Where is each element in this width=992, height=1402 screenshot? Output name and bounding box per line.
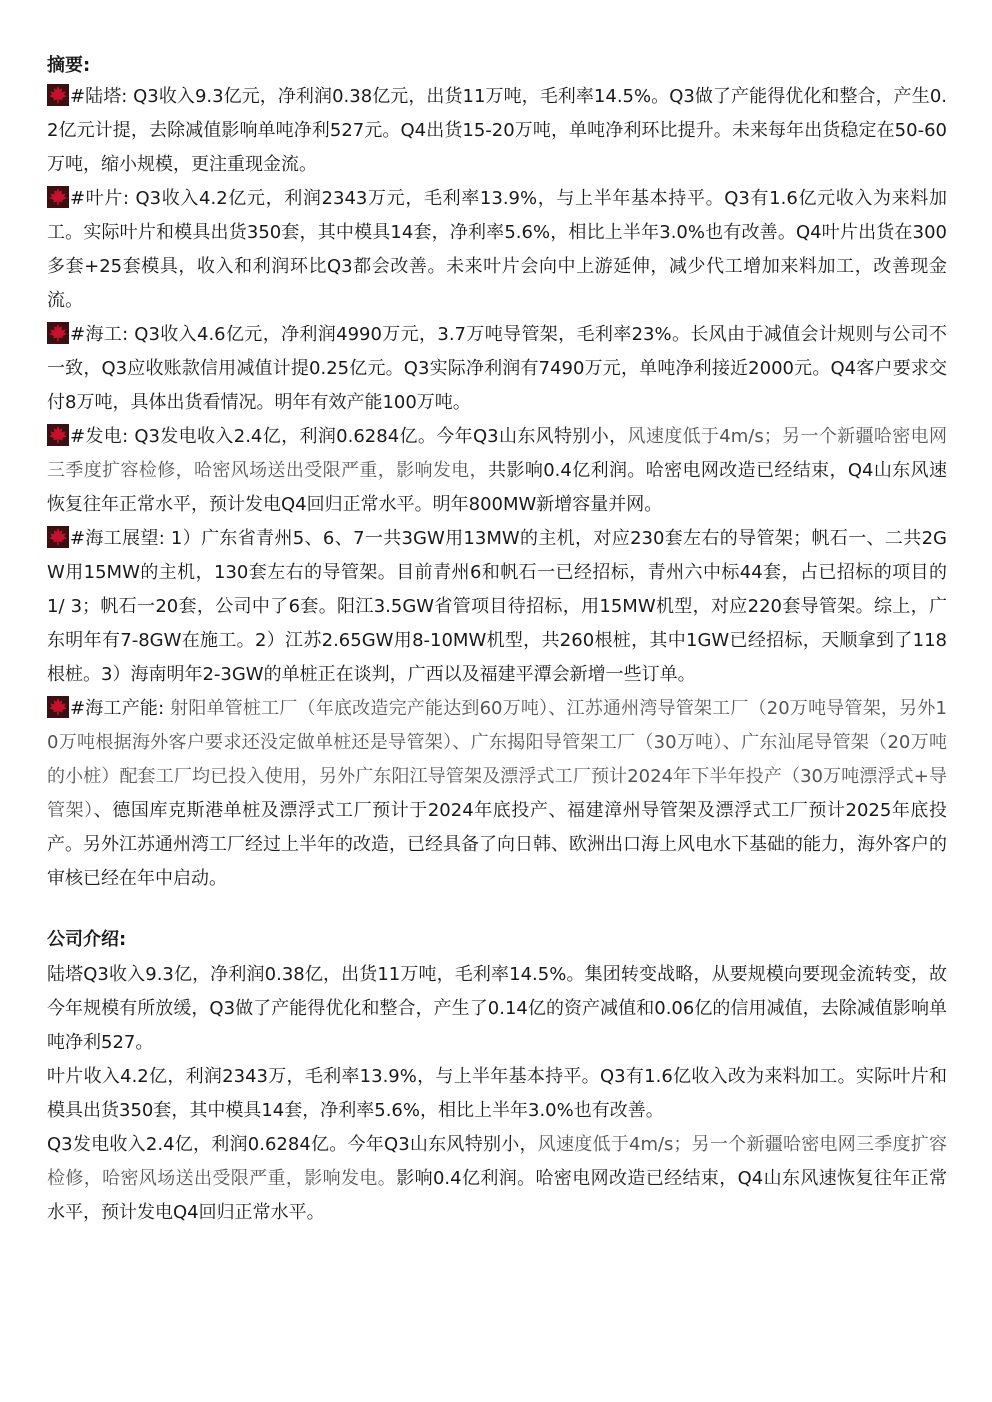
summary-text-segment: #海工产能: xyxy=(70,698,171,719)
maple-leaf-icon xyxy=(47,696,69,718)
company-heading: 公司介绍: xyxy=(47,929,127,950)
summary-paragraph xyxy=(47,522,947,692)
maple-leaf-icon xyxy=(47,322,69,344)
summary-text-segment: 共影响0.4亿利润。哈密电网改造已经结束，Q4山东风速恢复往年正常水平，预计发电Q4回归正常水平。明年800MW新增容量并网。 xyxy=(47,460,947,515)
summary-text-segment: #叶片: Q3收入4.2亿元，利润2343万元，毛利率13.9%，与上半年基本持平。Q3有1.6亿元收入为来料加工。实际叶片和模具出货350套，其中模具14套，净利率5.6%，相比上半年3.0%也有改善。Q4叶片出货在300多套+25套模具，收入和利润环比Q3都会改善。未来叶片会向中上游延伸，减少代工增加来料加工，改善现金流。 xyxy=(47,188,947,311)
document-page xyxy=(47,52,947,1230)
summary-paragraph xyxy=(47,692,947,896)
summary-text-segment: 风速度低于4m/s；另一个新疆哈密电网三季度扩容检修，哈密风场送出受限严重，影响发电， xyxy=(47,426,947,481)
summary-paragraph xyxy=(47,420,947,522)
summary-heading: 摘要: xyxy=(47,55,91,76)
company-text-segment: 影响0.4亿利润。哈密电网改造已经结束，Q4山东风速恢复往年正常水平，预计发电Q4回归正常水平。 xyxy=(47,1168,948,1223)
summary-list xyxy=(47,80,947,896)
company-paragraph xyxy=(47,958,947,1060)
summary-text-segment: 、德国库克斯港单桩及漂浮式工厂预计于2024年底投产、福建漳州导管架及漂浮式工厂预计2025年底投产。另外江苏通州湾工厂经过上半年的改造，已经具备了向日韩、欧洲出口海上风电水下基础的能力，海外客户的审核已经在年中启动。 xyxy=(47,800,947,889)
company-paragraph xyxy=(47,1060,947,1128)
company-text-segment: 风速度低于4m/s；另一个新疆哈密电网三季度扩容检修，哈密风场送出受限严重，影响发电。 xyxy=(47,1134,947,1189)
maple-leaf-icon xyxy=(47,186,69,208)
summary-text-segment: #海工展望: 1）广东省青州5、6、7一共3GW用13MW的主机，对应230套左右的导管架；帆石一、二共2GW用15MW的主机，130套左右的导管架。目前青州6和帆石一已经招标，青州六中标44套，占已招标的项目的 1/ 3；帆石一20套，公司中了6套。阳江3.5GW省管项目待招标，用15MW机型，对应220套导管架。综上，广东明年有7-8GW在施工。2）江苏2.65GW用8-10MW机型，共260根桩，其中1GW已经招标，天顺拿到了118根桩。3）海南明年2-3GW的单桩正在谈判，广西以及福建平潭会新增一些订单。 xyxy=(47,528,947,685)
summary-text-segment: #陆塔: Q3收入9.3亿元，净利润0.38亿元，出货11万吨，毛利率14.5%。Q3做了产能得优化和整合，产生0.2亿元计提，去除减值影响单吨净利527元。Q4出货15-20万吨，单吨净利环比提升。未来每年出货稳定在50-60万吨，缩小规模，更注重现金流。 xyxy=(47,86,947,175)
summary-paragraph xyxy=(47,80,947,182)
maple-leaf-icon xyxy=(47,424,69,446)
summary-text-segment: 射阳单管桩工厂（年底改造完产能达到60万吨）、江苏通州湾导管架工厂（20万吨导管架，另外10万吨根据海外客户要求还没定做单桩还是导管架）、广东揭阳导管架工厂（30万吨）、广东汕尾导管架（20万吨的小桩）配套工厂均已投入使用，另外广东阳江导管架及漂浮式工厂预计2024年下半年投产（30万吨漂浮式+导管架） xyxy=(47,698,947,821)
company-text-segment: Q3发电收入2.4亿，利润0.6284亿。今年Q3山东风特别小， xyxy=(47,1134,538,1155)
summary-text-segment: #发电: Q3发电收入2.4亿，利润0.6284亿。今年Q3山东风特别小， xyxy=(70,426,628,447)
company-list xyxy=(47,958,947,1230)
maple-leaf-icon xyxy=(47,84,69,106)
summary-paragraph xyxy=(47,182,947,318)
company-text-segment: 陆塔Q3收入9.3亿，净利润0.38亿，出货11万吨，毛利率14.5%。集团转变战略，从要规模向要现金流转变，故今年规模有所放缓，Q3做了产能得优化和整合，产生了0.14亿的资产减值和0.06亿的信用减值，去除减值影响单吨净利527。 xyxy=(47,964,947,1053)
maple-leaf-icon xyxy=(47,526,69,548)
company-paragraph xyxy=(47,1128,947,1230)
summary-paragraph xyxy=(47,318,947,420)
section-gap xyxy=(47,896,947,926)
company-text-segment: 叶片收入4.2亿，利润2343万，毛利率13.9%，与上半年基本持平。Q3有1.6亿收入改为来料加工。实际叶片和模具出货350套，其中模具14套，净利率5.6%，相比上半年3.0%也有改善。 xyxy=(47,1066,947,1121)
summary-text-segment: #海工: Q3收入4.6亿元，净利润4990万元，3.7万吨导管架，毛利率23%。长风由于减值会计规则与公司不一致，Q3应收账款信用减值计提0.25亿元。Q3实际净利润有7490万元，单吨净利接近2000元。Q4客户要求交付8万吨，具体出货看情况。明年有效产能100万吨。 xyxy=(47,324,947,413)
